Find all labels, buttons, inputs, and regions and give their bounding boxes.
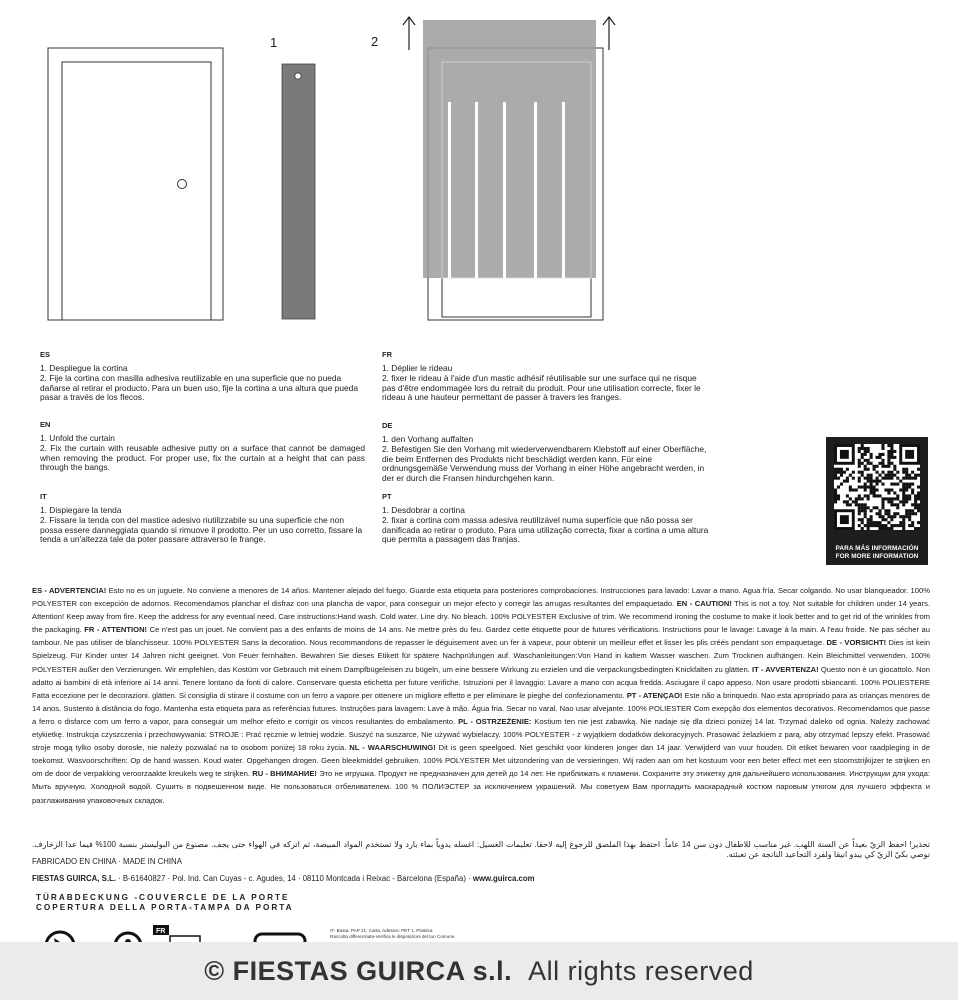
warning-text-pl: Kostium ten nie jest zabawką. Nie nadaje się dla dzieci poniżej 14 lat. Trzymać daleko od ognia. Należy zachować etykietkę. Instrukcja czyszczenia i przechowywania: STROJE : Prać ręcznie w letniej wodzie. Suszyć na suszarce, Nie używać wybielaczy. 100% POLYESTER - z wyjątkiem dodatków dekoracyjnych. Prasować żelazkiem z parą, aby otrzymać lepszy efekt. Prasować stroje mogą tylko osoby dorosłe, nie należy pozwalać na to osobom poniżej 18 roku życia. — [32, 716, 930, 753]
step-1-text: 1. Unfold the curtain — [40, 432, 115, 443]
warning-text-es: Esto no es un juguete. No conviene a menores de 14 años. Mantener alejado del fuego. Guarde esta etiqueta para posteriores comprobaciones. Instrucciones para lavado: Lavar a mano. Agua fría. Secar colgando. No usar blanqueador. 100% POLYESTER con excepción de adornos. Recomendamos planchar el disfraz con una plancha de vapor, para conseguir un mejor efecto y corregir las arrugas resultantes del empaquetado. — [32, 586, 930, 609]
product-title-line-1: TÜRABDECKUNG -COUVERCLE DE LA PORTE — [36, 893, 290, 902]
company-details: · B-61640827 · Pol. Ind. Can Cuyas - c. Agudes, 14 · 08110 Montcada i Reixac - Barcelona (España) · — [115, 874, 473, 883]
warning-head-it: IT - AVVERTENZA! — [751, 664, 819, 674]
arabic-warning: تحذير! احفظ الزيّ بعيداً عن السنة اللهب. غير مناسب للاطفال دون سن 14 عاماً. احتفظ بهذا الملصق للرجوع إليه لاحقا. تعليمات الغسيل: اغسله يدوياً بماء بارد ولا تستخدم المواد المبيضة، ثم اتركه في الهواء حتى يجف. مصنوع من البوليستر بنسبة 100% فيما عدا الزخارف. نوصي بكيّ الزيّ كي يبدو انيقا ولفرد التجاعيد الناتجة عن تعبئته. — [32, 840, 930, 859]
copyright-rights: All rights reserved — [528, 955, 754, 986]
safety-warnings — [32, 584, 930, 807]
instructions-en — [40, 420, 365, 474]
fr-badge-label: FR — [156, 928, 166, 935]
door-illustration — [48, 48, 223, 320]
step-two-number: 2 — [371, 34, 379, 49]
company-name: FIESTAS GUIRCA, S.L. — [32, 874, 116, 883]
warning-text-it: Questo non è un giocattolo. Non adatto ai bambini di età inferiore ai 14 anni. Tenere lontano da fonti di calore. Conservare questa etichetta per future verifiche. Istruzioni per il lavaggio: Lavare a mano con acqua fredda. Asciugare il capo appeso. Non usare prodotti sbiancanti. 100% POLIESTERE Fatta eccezione per le decorazioni. glätten. Si consiglia di stirare il costume con un ferro a vapore per ottenere un migliore effetto e per eliminare le pieghe del confezionamento. — [32, 664, 931, 700]
warning-head-en: EN - CAUTION! — [676, 599, 732, 609]
warning-text-de: Dies ist kein Spielzeug. Für Kinder unter 14 Jahren nicht geeignet. Von Feuer fernhalten. Bewahren Sie dieses Etikett für spätere Nachprüfungen auf. Waschanleitungen:Von Hand in kaltem Wasser waschen. Zum Trocknen aufhängen. Kein Bleichmittel verwenden. 100% POLYESTER außer den Verzierungen. Wir empfehlen, das Kostüm vor Gebrauch mit einem Dampfbügeleisen zu bügeln, um eine bessere Wirkung zu erzielen und die verpackungsbedingten Knickfalten zu glätten. — [32, 638, 930, 674]
qr-caption — [826, 545, 928, 560]
copyright-footer — [0, 942, 958, 1000]
step-2-text: 2. Befestigen Sie den Vorhang mit wiederverwendbarem Klebstoff auf einer Oberfläche, die beim Entfernen des Produkts nicht beschädigt werden kann. Für eine ordnungsgemäße Verwendung muss der Vorhang in einer Höhe angebracht werden, in der er durch die Fransen hindurchgehen kann. — [382, 444, 707, 483]
step-1-text: 1. Dispiegare la tenda — [40, 504, 122, 515]
warning-text-en: This is not a toy. Not suitable for children under 14 years. Attention! Keep away from fire. Keep the address for any eventual need. Care instructions:Hand wash. Cold water. Line dry. No bleach. 100% POLYESTER Exclusive of trim. We recommend ironing the costume to make it look better and to get rid of the wrinkles from the packaging. — [32, 599, 930, 635]
recycling-line-1: IT- Busta: PAP 21, Carta. Adesivo: PET 1, Plastica — [330, 928, 433, 933]
warning-head-nl: NL - WAARSCHUWING! — [349, 743, 436, 753]
recycling-note — [330, 928, 530, 940]
instructions-es — [40, 350, 365, 404]
instructions-pt — [382, 492, 710, 546]
warning-head-es: ES - ADVERTENCIA! — [32, 586, 107, 595]
warning-head-de: DE - VORSICHT! — [826, 638, 887, 648]
copyright-text — [204, 956, 754, 987]
step-one-number: 1 — [270, 35, 278, 50]
copyright-brand: © FIESTAS GUIRCA s.l. — [204, 955, 513, 986]
step-1-text: 1. Despliegue la cortina — [40, 362, 128, 373]
warning-head-pl: PL - OSTRZEŻENIE: — [458, 716, 532, 726]
recycling-line-2: Raccolta differenziata-Verifica le disposizioni del tuo Comune. — [330, 934, 456, 939]
warning-text-nl: Dit is geen speelgoed. Niet geschikt voor kinderen jonger dan 14 jaar. Verwijderd van vuur houden. Dit etiket bewaren voor raadpleging in de toekomst. Wasvoorschriften: Op de hand wassen. Koud water. Opgehangen drogen. Geen bleekmiddel gebruiken. 100% POLYESTER Met uitzondering van de versieringen. Wij raden aan om het kostuum voor een beter effect met een stoomstrijkijzer te strijken en om de door de verpakking veroorzaakte kreukels weg te strijken. — [32, 743, 930, 779]
qr-code-panel[interactable] — [826, 437, 928, 565]
lang-code: IT — [40, 492, 47, 501]
qr-caption-line-1: PARA MÁS INFORMACIÓN — [835, 545, 919, 552]
up-arrow-icon — [403, 17, 415, 50]
lang-code: DE — [382, 421, 393, 430]
company-info — [32, 874, 535, 883]
product-title-line-2: COPERTURA DELLA PORTA-TAMPA DA PORTA — [36, 903, 294, 912]
made-in-label: FABRICADO EN CHINA · MADE IN CHINA — [32, 857, 182, 866]
warning-head-ru: RU - ВНИМАНИЕ! — [252, 769, 317, 779]
step-1-text: 1. Desdobrar a cortina — [382, 504, 465, 515]
step-2-text: 2. Fissare la tenda con del mastice adesivo riutilizzabile su una superficie che non possa essere danneggiata quando si rimuove il prodotto. Per un uso corretto, fissare la tenda a un'altezza tale da poter passare attraverso le frange. — [40, 515, 363, 545]
warning-text-pt: Este não a brinquedo. Nao esta apropriado para as crianças menores de 14 anos. Sustento à distância do fogo. Mantenha esta etiqueta para as referências futures. Instruções para lavagem: Lave à mão. Água fria. Secar no varal. Nao usar alvejante. 100% POLIESTER Com exepção dos elementos decorativos. Recomendamos que passe a ferro o disfarce com um ferro a vapor, para conseguir um melhor efeito e corrigir os vincos resultantes do embalamento. — [32, 690, 930, 726]
step-2-text: 2. Fije la cortina con masilla adhesiva reutilizable en una superficie que no pueda dañarse al retirar el producto. Para un buen uso, fije la cortina a una altura que pueda pasar a través de los flecos. — [40, 373, 358, 403]
warning-text-fr: Ce n'est pas un jouet. Ne convient pas a des enfants de moins de 14 ans. Ne mettre près du feu. Gardez cette étiquette pour de futures vérifications. Instructions pour le lavage: Lavage à la main. A l'eau froide. Ne pas sécher au tambour. Ne pas utiliser de blanchisseur. 100% POLYESTER Sans la decoration. Nous recommandons de repasser le déguisement avec un fer à vapeur, pour obtenir un meilleur effet et lisser les plis créés pendant son empaquetage. — [32, 625, 930, 648]
lang-code: PT — [382, 492, 392, 501]
lang-code: FR — [382, 350, 392, 359]
warning-head-fr: FR - ATTENTION! — [84, 625, 148, 635]
warning-head-pt: PT - ATENÇAO! — [626, 690, 683, 700]
curtain-on-door-illustration — [423, 20, 603, 320]
company-website-link[interactable]: www.guirca.com — [472, 874, 535, 883]
curtain-strip-illustration — [282, 64, 315, 319]
product-titles — [36, 893, 294, 913]
instructions-fr — [382, 350, 710, 404]
step-2-text: 2. fixer le rideau à l'aide d'un mastic adhésif réutilisable sur une surface qui ne risque pas d'être endommagée lors du retrait du produit. Pour une utilisation correcte, fixer le rideau à une hauteur permettant de passer à travers les franges. — [382, 373, 701, 403]
step-1-text: 1. Déplier le rideau — [382, 362, 453, 373]
recycling-icons — [30, 922, 320, 944]
up-arrow-icon — [603, 17, 615, 50]
qr-code-icon[interactable] — [834, 444, 920, 530]
qr-caption-line-2: FOR MORE INFORMATION — [835, 552, 919, 560]
instructions-de — [382, 421, 710, 485]
lang-code: ES — [40, 350, 51, 359]
instructions-it — [40, 492, 365, 546]
lang-code: EN — [40, 420, 51, 429]
warning-text-ru: Это не игрушка. Продукт не предназначен для детей до 14 лет. Не приближать к пламени. Сохраните эту этикетку для дальнейшего использования. Инструкции для ухода: Мыть вручную. Холодной водой. Сушить в подвешенном виде. Не пользоваться отбеливателем. 100 % ПОЛИЭСТЕР за исключением украшений. Мы советуем Вам прогладить маскарадный костюм паровым утюгом для лучшего эффекта и разглаживания упаковочных складок. — [32, 769, 931, 805]
instruction-illustrations — [0, 0, 958, 330]
step-1-text: 1. den Vorhang auffalten — [382, 433, 474, 444]
step-2-text: 2. fixar a cortina com massa adesiva reutilizável numa superfície que não possa ser danificada ao retirar o produto. Para uma utilização correcta, fixar a cortina a uma altura que permita a passagem das franjas. — [382, 515, 709, 545]
step-2-text: 2. Fix the curtain with reusable adhesive putty on a surface that cannot be damaged when removing the product. For proper use, fix the curtain at a height that can pass through the bangs. — [40, 443, 365, 473]
